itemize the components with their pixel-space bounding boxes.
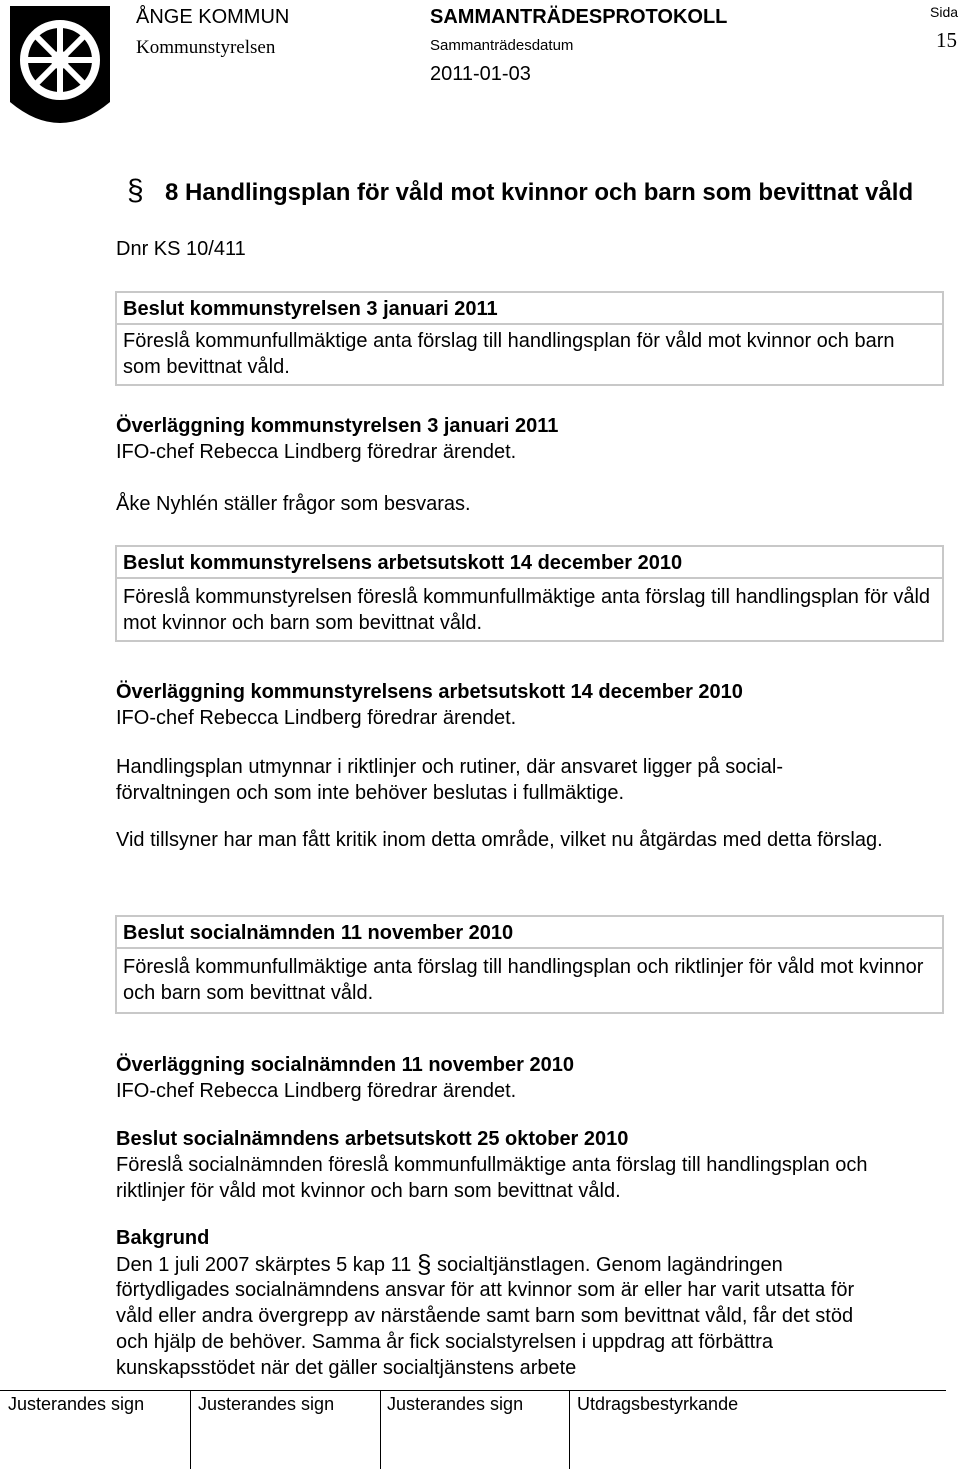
decision-heading: Beslut socialnämndens arbetsutskott 25 oktober 2010 bbox=[116, 1128, 629, 1150]
section-mark: § bbox=[127, 174, 144, 207]
footer-divider bbox=[380, 1390, 381, 1469]
footer-signature-label: Justerandes sign bbox=[387, 1394, 524, 1414]
committee-name: Kommunstyrelsen bbox=[136, 37, 276, 58]
decision-heading: Beslut socialnämnden 11 november 2010 bbox=[117, 917, 942, 949]
deliberation-heading: Överläggning kommunstyrelsen 3 januari 2011 bbox=[116, 415, 559, 437]
item-title: 8 Handlingsplan för våld mot kvinnor och barn som bevittnat våld bbox=[165, 179, 914, 206]
case-number: Dnr KS 10/411 bbox=[116, 238, 246, 260]
deliberation-paragraph: Vid tillsyner har man fått kritik inom detta område, vilket nu åtgärdas med detta förslag. bbox=[116, 829, 883, 851]
decision-box-ks bbox=[115, 291, 944, 386]
deliberation-text: Åke Nyhlén ställer frågor som besvaras. bbox=[116, 493, 471, 515]
decision-box-ksau bbox=[115, 545, 944, 642]
footer-divider bbox=[190, 1390, 191, 1469]
background-first-line bbox=[116, 1251, 783, 1278]
deliberation-text: IFO-chef Rebecca Lindberg föredrar ärendet. bbox=[116, 441, 517, 463]
background-text: Den 1 juli 2007 skärptes 5 kap 11 bbox=[116, 1254, 412, 1276]
municipality-logo bbox=[6, 4, 114, 132]
decision-heading: Beslut kommunstyrelsens arbetsutskott 14 december 2010 bbox=[117, 547, 942, 579]
meeting-date: 2011-01-03 bbox=[430, 63, 531, 85]
deliberation-heading: Överläggning socialnämnden 11 november 2010 bbox=[116, 1054, 574, 1076]
decision-heading: Beslut kommunstyrelsen 3 januari 2011 bbox=[117, 293, 942, 325]
decision-text: Föreslå socialnämnden föreslå kommunfullmäktige anta förslag till handlingsplan och riktlinjer för våld mot kvinnor och barn som bevittnat våld. bbox=[116, 1154, 868, 1202]
footer-signature-label: Justerandes sign bbox=[8, 1394, 145, 1414]
background-text: socialtjänstlagen. Genom lagändringen bbox=[436, 1254, 783, 1276]
background-paragraph: förtydligades socialnämndens ansvar för att kvinnor som är eller har varit utsatta för våld eller andra övergrepp av närstående samt barn som bevittnat våld, får det stöd och hjälp de behöver. Samma år fick socialstyrelsen i uppdrag att förbättra kunskapsstödet när det gäller socialtjänstens arbete bbox=[116, 1279, 855, 1379]
footer-rule bbox=[0, 1390, 946, 1391]
decision-text: Föreslå kommunfullmäktige anta förslag till handlingsplan och riktlinjer för våld mot kvinnor och barn som bevittnat våld. bbox=[123, 956, 924, 1004]
section-mark: § bbox=[416, 1249, 432, 1279]
page-label: Sida bbox=[930, 4, 959, 20]
decision-text: Föreslå kommunfullmäktige anta förslag till handlingsplan för våld mot kvinnor och barn som bevittnat våld. bbox=[123, 330, 895, 378]
decision-text: Föreslå kommunstyrelsen föreslå kommunfullmäktige anta förslag till handlingsplan för våld mot kvinnor och barn som bevittnat våld. bbox=[123, 586, 931, 634]
deliberation-heading: Överläggning kommunstyrelsens arbetsutskott 14 december 2010 bbox=[116, 681, 743, 703]
page-number: 15 bbox=[936, 28, 957, 52]
municipality-name: ÅNGE KOMMUN bbox=[136, 6, 290, 28]
footer-divider bbox=[569, 1390, 570, 1469]
footer-signature-label: Justerandes sign bbox=[198, 1394, 335, 1414]
deliberation-text: IFO-chef Rebecca Lindberg föredrar ärendet. bbox=[116, 707, 517, 729]
meeting-date-label: Sammanträdesdatum bbox=[430, 37, 574, 54]
document-type: SAMMANTRÄDESPROTOKOLL bbox=[430, 6, 728, 28]
deliberation-text: IFO-chef Rebecca Lindberg föredrar ärendet. bbox=[116, 1080, 517, 1102]
footer-certification-label: Utdragsbestyrkande bbox=[577, 1394, 739, 1414]
background-heading: Bakgrund bbox=[116, 1227, 210, 1249]
decision-box-sn bbox=[115, 915, 944, 1014]
deliberation-paragraph: Handlingsplan utmynnar i riktlinjer och rutiner, där ansvaret ligger på social-förvaltningen och som inte behöver beslutas i fullmäktige. bbox=[116, 756, 783, 804]
